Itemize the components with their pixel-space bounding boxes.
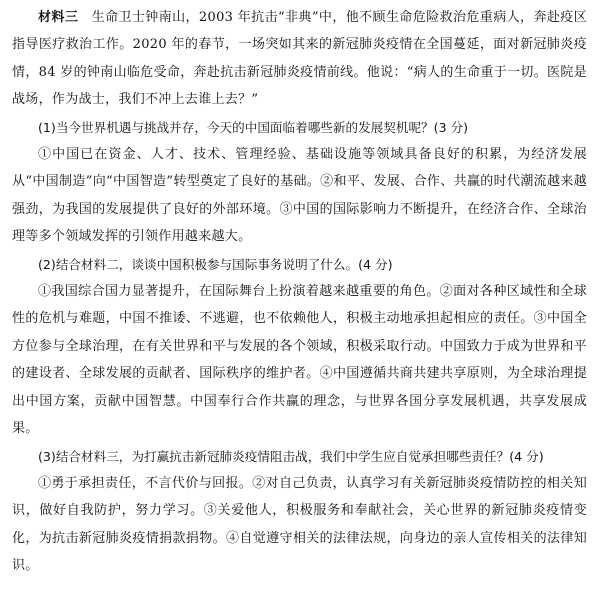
- question-1: (1)当今世界机遇与挑战并存，今天的中国面临着哪些新的发展契机呢？(3 分): [38, 119, 469, 135]
- material-three-label: 材料三: [38, 10, 79, 25]
- answer-1: ①中国已在资金、人才、技术、管理经验、基础设施等领域具备良好的积累，为经济发展从“中国制造”向“中国智造”转型奠定了良好的基础。②和平、发展、合作、共赢的时代潮流越来越强劲，为我国的发展提供了良好的外部环境。③中国的国际影响力不断提升，在经济合作、全球治理等多个领域发挥的引领作用越来越大。: [12, 147, 587, 245]
- question-3: (3)结合材料三，为打赢抗击新冠肺炎疫情阻击战，我们中学生应自觉承担哪些责任？(4 分): [38, 448, 544, 464]
- material-three-paragraph: [12, 4, 587, 114]
- answer-3: ①勇于承担责任，不言代价与回报。②对自己负责，认真学习有关新冠肺炎疫情防控的相关知识，做好自我防护，努力学习。③关爱他人，积极服务和奉献社会，关心世界的新冠肺炎疫情变化，为抗击新冠肺炎疫情捐款捐物。④自觉遵守相关的法律法规，向身边的亲人宣传相关的法律知识。: [12, 475, 587, 574]
- question-2: (2)结合材料二，谈谈中国积极参与国际事务说明了什么。(4 分): [38, 256, 393, 272]
- material-three-text: 生命卫士钟南山，2003 年抗击“非典”中，他不顾生命危险救治危重病人，奔赴疫区指导医疗救治工作。2020 年的春节，一场突如其来的新冠肺炎疫情在全国蔓延，面对新冠肺炎疫情，84 岁的钟南山临危受命，奔赴抗击新冠肺炎疫情前线。他说：“病人的生命重于一切。医院是战场，作为战士，我们不冲上去谁上去？”: [12, 10, 587, 108]
- answer-2: ①我国综合国力显著提升，在国际舞台上扮演着越来越重要的角色。②面对各种区域性和全球性的危机与难题，中国不推诿、不逃避，也不依赖他人，积极主动地承担起相应的责任。③中国全方位参与全球治理，在有关世界和平与发展的各个领域，积极采取行动。中国致力于成为世界和平的建设者、全球发展的贡献者、国际秩序的维护者。④中国遵循共商共建共享原则，为全球治理提出中国方案，贡献中国智慧。中国奉行合作共赢的理念，与世界各国分享发展机遇，共享发展成果。: [12, 284, 587, 437]
